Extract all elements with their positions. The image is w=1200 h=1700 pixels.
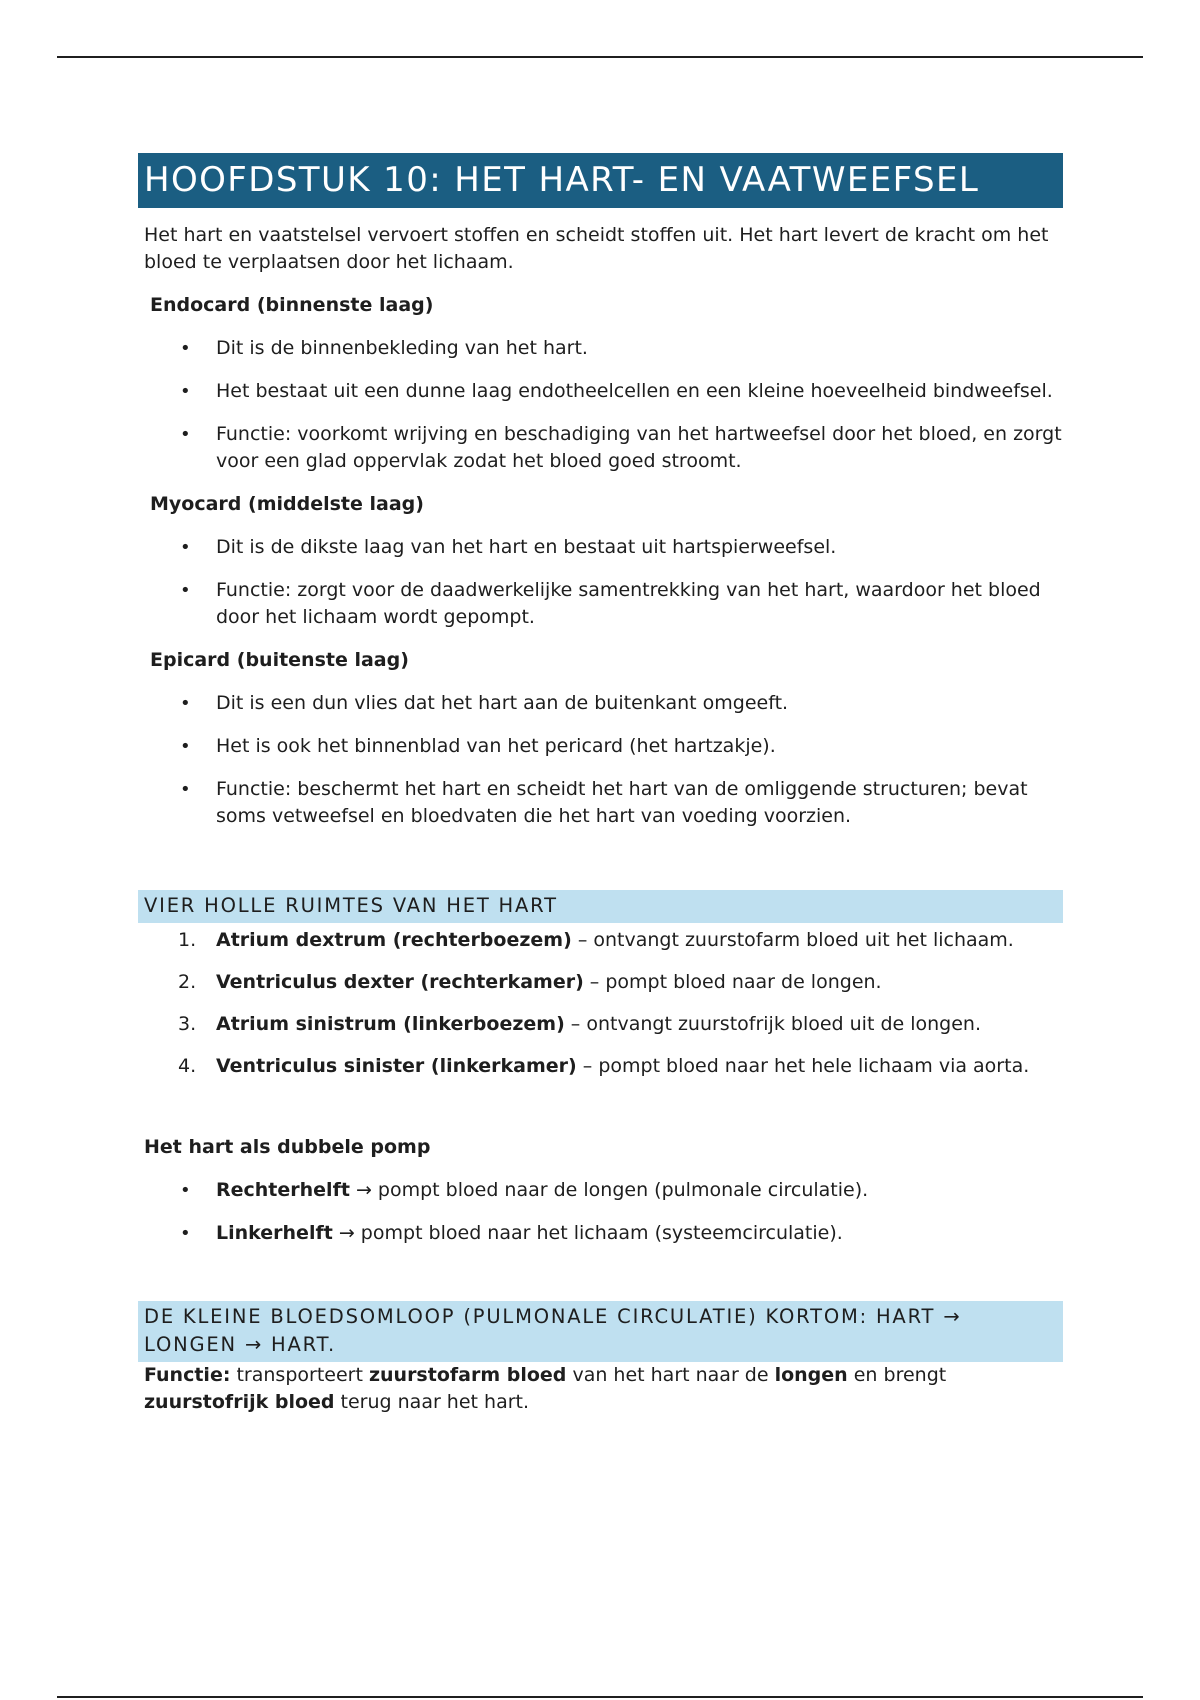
myocard-heading: Myocard (middelste laag) bbox=[150, 493, 424, 515]
list-item: • Functie: beschermt het hart en scheidt het hart van de omliggende structuren; bevat soms vetweefsel en bloedvaten die het hart van voeding voorzien. bbox=[180, 778, 1028, 827]
pulmonary-heading: DE KLEINE BLOEDSOMLOOP (PULMONALE CIRCULATIE) KORTOM: HART → LONGEN → HART. bbox=[138, 1301, 1063, 1362]
list-item: • Functie: voorkomt wrijving en beschadiging van het hartweefsel door het bloed, en zorgt voor een glad oppervlak zodat het bloed goed stroomt. bbox=[180, 423, 1062, 472]
bullet-icon: • bbox=[180, 424, 191, 445]
double-pump-heading: Het hart als dubbele pomp bbox=[144, 1136, 431, 1158]
chapter-intro: Het hart en vaatstelsel vervoert stoffen en scheidt stoffen uit. Het hart levert de kracht om het bloed te verplaatsen door het lichaam. bbox=[144, 224, 1049, 273]
footer-rule bbox=[57, 1696, 1143, 1698]
bullet-icon: • bbox=[180, 381, 191, 402]
chambers-list bbox=[138, 927, 1063, 1080]
bullet-icon: • bbox=[180, 1180, 191, 1201]
epicard-heading: Epicard (buitenste laag) bbox=[150, 649, 409, 671]
list-item: • Dit is een dun vlies dat het hart aan de buitenkant omgeeft. bbox=[138, 690, 1063, 717]
bullet-icon: • bbox=[180, 736, 191, 757]
list-item: • Linkerhelft → pompt bloed naar het lichaam (systeemcirculatie). bbox=[138, 1220, 1063, 1247]
bullet-icon: • bbox=[180, 580, 191, 601]
chambers-heading: VIER HOLLE RUIMTES VAN HET HART bbox=[138, 890, 1063, 923]
list-item: • Dit is de binnenbekleding van het hart. bbox=[138, 335, 1063, 362]
double-pump-list bbox=[138, 1177, 1063, 1247]
list-item: 2. Ventriculus dexter (rechterkamer) – pompt bloed naar de longen. bbox=[178, 971, 882, 993]
endocard-list bbox=[138, 335, 1063, 475]
list-item: • Functie: zorgt voor de daadwerkelijke samentrekking van het hart, waardoor het bloed door het lichaam wordt gepompt. bbox=[180, 579, 1041, 628]
bullet-icon: • bbox=[180, 693, 191, 714]
document-body bbox=[138, 153, 1063, 1416]
list-item: 4. Ventriculus sinister (linkerkamer) – pompt bloed naar het hele lichaam via aorta. bbox=[178, 1055, 1030, 1077]
bullet-icon: • bbox=[180, 779, 191, 800]
bullet-icon: • bbox=[180, 1223, 191, 1244]
list-item: 3. Atrium sinistrum (linkerboezem) – ontvangt zuurstofrijk bloed uit de longen. bbox=[178, 1013, 982, 1035]
epicard-list bbox=[138, 690, 1063, 830]
pulmonary-function: Functie: transporteert zuurstofarm bloed van het hart naar de longen en brengt zuurstofrijk bloed terug naar het hart. bbox=[144, 1364, 947, 1413]
chapter-title: HOOFDSTUK 10: HET HART- EN VAATWEEFSEL bbox=[138, 153, 1063, 208]
list-item: • Rechterhelft → pompt bloed naar de longen (pulmonale circulatie). bbox=[138, 1177, 1063, 1204]
header-rule bbox=[57, 56, 1143, 58]
list-item: • Dit is de dikste laag van het hart en bestaat uit hartspierweefsel. bbox=[138, 534, 1063, 561]
endocard-heading: Endocard (binnenste laag) bbox=[150, 294, 434, 316]
list-item: • Het is ook het binnenblad van het pericard (het hartzakje). bbox=[138, 733, 1063, 760]
bullet-icon: • bbox=[180, 537, 191, 558]
list-item: • Het bestaat uit een dunne laag endotheelcellen en een kleine hoeveelheid bindweefsel. bbox=[138, 378, 1063, 405]
bullet-icon: • bbox=[180, 338, 191, 359]
list-item: 1. Atrium dextrum (rechterboezem) – ontvangt zuurstofarm bloed uit het lichaam. bbox=[178, 929, 1014, 951]
myocard-list bbox=[138, 534, 1063, 631]
